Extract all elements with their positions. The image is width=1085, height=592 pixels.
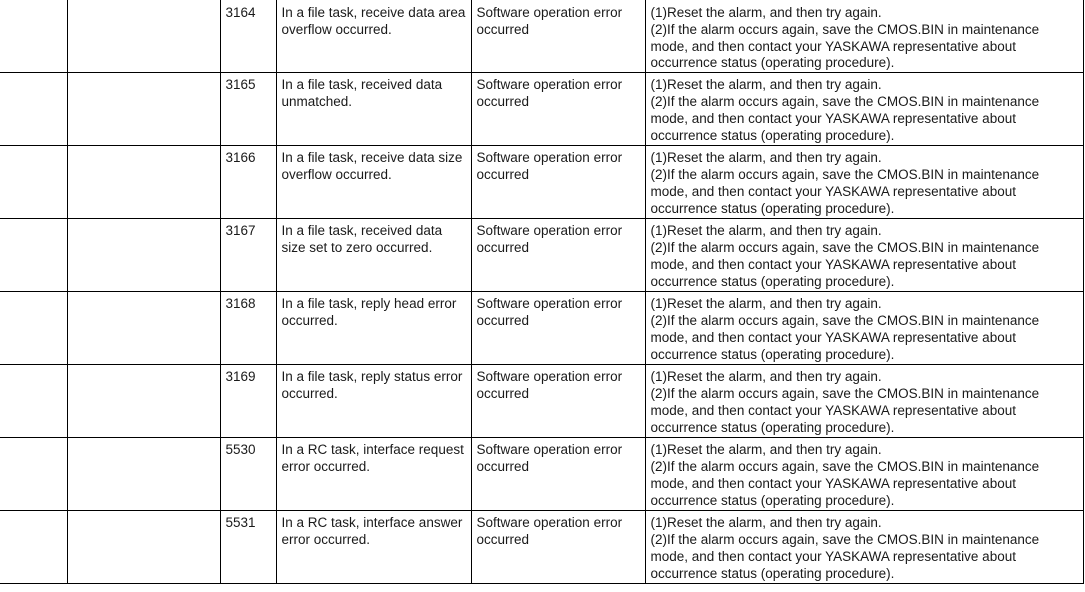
sub-code-value: 3169 xyxy=(220,365,276,438)
remedy-cell: (1)Reset the alarm, and then try again. (2)If the alarm occurs again, save the CMOS.BIN in maintenance mode, and then contact your YASKAWA representative about occurrence status (operating procedure). xyxy=(645,292,1083,365)
table-row xyxy=(0,219,1083,292)
alarm-number-cell xyxy=(0,0,67,73)
alarm-number-cell xyxy=(0,365,67,438)
table-row xyxy=(0,438,1083,511)
remedy-cell: (1)Reset the alarm, and then try again. (2)If the alarm occurs again, save the CMOS.BIN in maintenance mode, and then contact your YASKAWA representative about occurrence status (operating procedure). xyxy=(645,73,1083,146)
meaning-cell: In a file task, receive data area overflow occurred. xyxy=(276,0,471,73)
table-row xyxy=(0,146,1083,219)
cause-cell: Software operation error occurred xyxy=(471,0,645,73)
table-row xyxy=(0,0,1083,73)
sub-code-cell xyxy=(67,0,220,73)
alarm-number-cell xyxy=(0,511,67,584)
alarm-number-cell xyxy=(0,219,67,292)
sub-code-cell xyxy=(67,146,220,219)
alarm-number-cell xyxy=(0,438,67,511)
table-row xyxy=(0,511,1083,584)
table-row xyxy=(0,292,1083,365)
meaning-cell: In a file task, receive data size overflow occurred. xyxy=(276,146,471,219)
sub-code-value: 3166 xyxy=(220,146,276,219)
sub-code-cell xyxy=(67,73,220,146)
sub-code-cell xyxy=(67,365,220,438)
table-row xyxy=(0,73,1083,146)
remedy-cell: (1)Reset the alarm, and then try again. (2)If the alarm occurs again, save the CMOS.BIN in maintenance mode, and then contact your YASKAWA representative about occurrence status (operating procedure). xyxy=(645,438,1083,511)
cause-cell: Software operation error occurred xyxy=(471,438,645,511)
alarm-number-cell xyxy=(0,146,67,219)
sub-code-value: 3168 xyxy=(220,292,276,365)
meaning-cell: In a RC task, interface answer error occurred. xyxy=(276,511,471,584)
cause-cell: Software operation error occurred xyxy=(471,292,645,365)
cause-cell: Software operation error occurred xyxy=(471,219,645,292)
remedy-cell: (1)Reset the alarm, and then try again. (2)If the alarm occurs again, save the CMOS.BIN in maintenance mode, and then contact your YASKAWA representative about occurrence status (operating procedure). xyxy=(645,219,1083,292)
sub-code-cell xyxy=(67,511,220,584)
sub-code-value: 5531 xyxy=(220,511,276,584)
remedy-cell: (1)Reset the alarm, and then try again. (2)If the alarm occurs again, save the CMOS.BIN in maintenance mode, and then contact your YASKAWA representative about occurrence status (operating procedure). xyxy=(645,0,1083,73)
meaning-cell: In a RC task, interface request error occurred. xyxy=(276,438,471,511)
table-row xyxy=(0,365,1083,438)
cause-cell: Software operation error occurred xyxy=(471,511,645,584)
sub-code-value: 3167 xyxy=(220,219,276,292)
sub-code-value: 5530 xyxy=(220,438,276,511)
sub-code-value: 3165 xyxy=(220,73,276,146)
cause-cell: Software operation error occurred xyxy=(471,73,645,146)
sub-code-cell xyxy=(67,219,220,292)
alarm-number-cell xyxy=(0,73,67,146)
meaning-cell: In a file task, received data size set to zero occurred. xyxy=(276,219,471,292)
sub-code-cell xyxy=(67,438,220,511)
alarm-number-cell xyxy=(0,292,67,365)
meaning-cell: In a file task, received data unmatched. xyxy=(276,73,471,146)
remedy-cell: (1)Reset the alarm, and then try again. (2)If the alarm occurs again, save the CMOS.BIN in maintenance mode, and then contact your YASKAWA representative about occurrence status (operating procedure). xyxy=(645,511,1083,584)
remedy-cell: (1)Reset the alarm, and then try again. (2)If the alarm occurs again, save the CMOS.BIN in maintenance mode, and then contact your YASKAWA representative about occurrence status (operating procedure). xyxy=(645,146,1083,219)
meaning-cell: In a file task, reply head error occurred. xyxy=(276,292,471,365)
sub-code-cell xyxy=(67,292,220,365)
cause-cell: Software operation error occurred xyxy=(471,146,645,219)
sub-code-value: 3164 xyxy=(220,0,276,73)
remedy-cell: (1)Reset the alarm, and then try again. (2)If the alarm occurs again, save the CMOS.BIN in maintenance mode, and then contact your YASKAWA representative about occurrence status (operating procedure). xyxy=(645,365,1083,438)
cause-cell: Software operation error occurred xyxy=(471,365,645,438)
meaning-cell: In a file task, reply status error occurred. xyxy=(276,365,471,438)
